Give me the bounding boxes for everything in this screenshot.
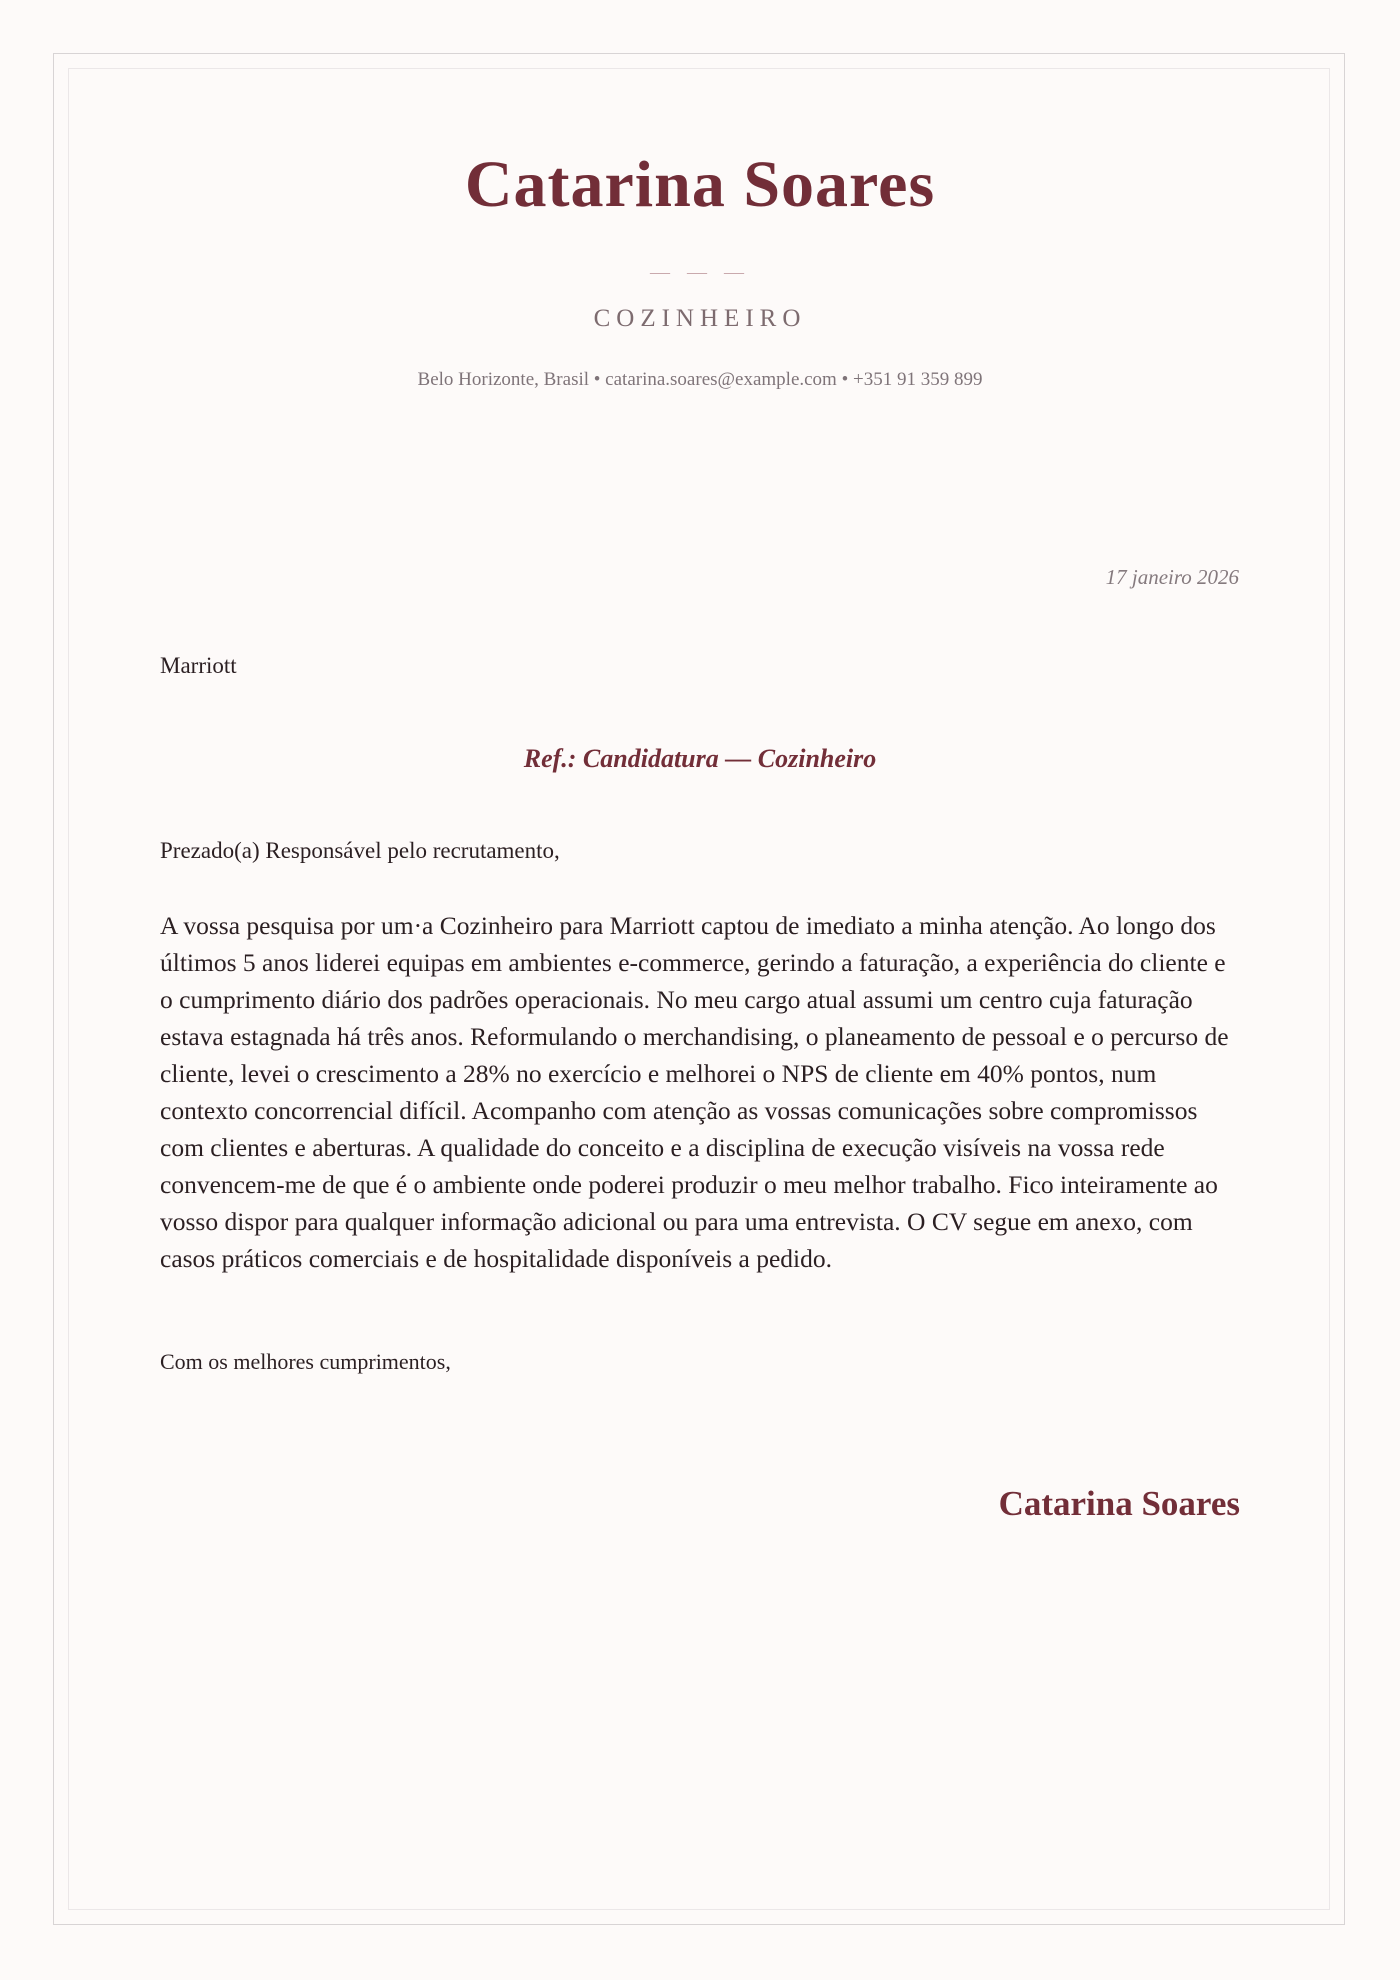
- reference-line: Ref.: Candidatura — Cozinheiro: [523, 744, 877, 773]
- contact-line: Belo Horizonte, Brasil • catarina.soares@example.com • +351 91 359 899: [417, 369, 983, 390]
- closing: Com os melhores cumprimentos,: [160, 1349, 451, 1374]
- cover-letter: [160, 0, 1240, 1980]
- job-title: COZINHEIRO: [593, 305, 807, 332]
- letter-body: A vossa pesquisa por um·a Cozinheiro para Marriott captou de imediato a minha atenção. Ao longo dos últimos 5 anos liderei equipas em ambientes e-commerce, gerindo a faturação, a experiência do cliente e o cumprimento diário dos padrões operacionais. No meu cargo atual assumi um centro cuja faturação estava estagnada há três anos. Reformulando o merchandising, o planeamento de pessoal e o percurso de cliente, levei o crescimento a 28% no exercício e melhorei o NPS de cliente em 40% pontos, num contexto concorrencial difícil. Acompanho com atenção as vossas comunicações sobre compromissos com clientes e aberturas. A qualidade do conceito e a disciplina de execução visíveis na vossa rede convencem-me de que é o ambiente onde poderei produzir o meu melhor trabalho. Fico inteiramente ao vosso dispor para qualquer informação adicional ou para uma entrevista. O CV segue em anexo, com casos práticos comerciais e de hospitalidade disponíveis a pedido.: [160, 911, 1229, 1273]
- header-divider: — — —: [650, 261, 750, 283]
- salutation: Prezado(a) Responsável pelo recrutamento,: [160, 838, 560, 863]
- signature: Catarina Soares: [998, 1484, 1240, 1523]
- letter-date: 17 janeiro 2026: [1105, 565, 1239, 589]
- applicant-name: Catarina Soares: [464, 148, 936, 221]
- recipient: Marriott: [160, 653, 237, 678]
